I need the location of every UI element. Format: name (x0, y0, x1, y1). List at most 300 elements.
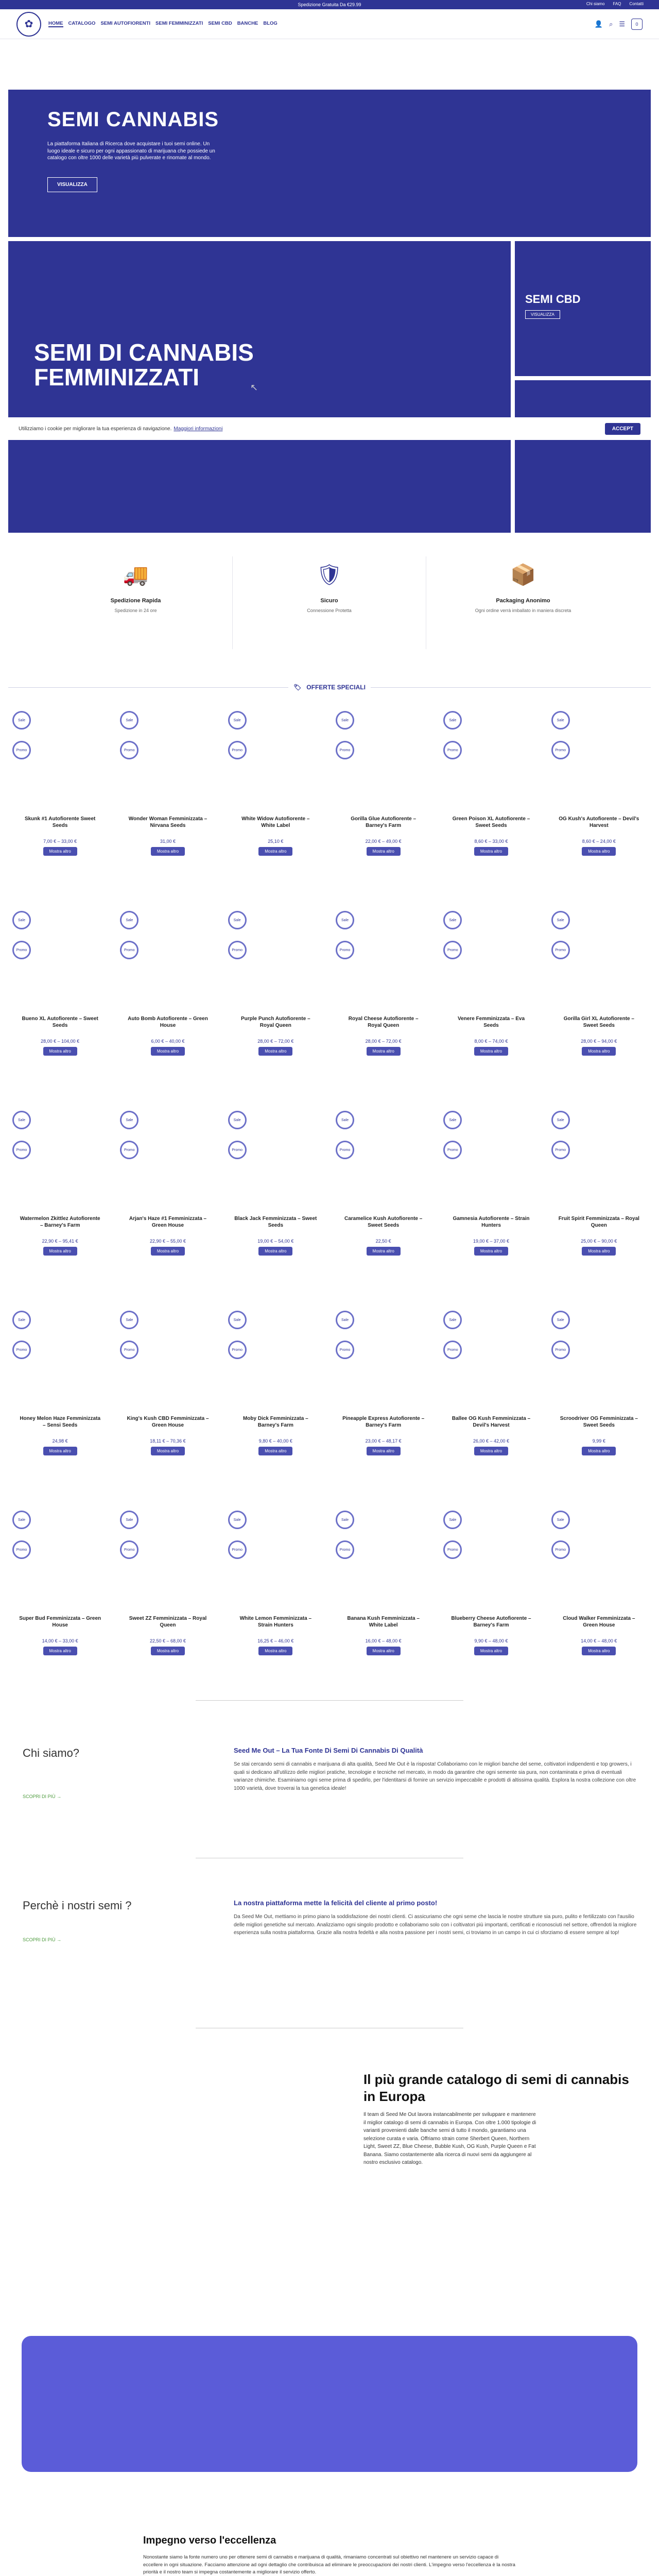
hero-banner-side-bottom[interactable] (515, 380, 651, 533)
product-price: 14,00 € – 33,00 € (42, 1638, 78, 1643)
product-grid (8, 711, 651, 1710)
product-more-button[interactable]: Mostra altro (258, 1247, 292, 1256)
feature-item (39, 556, 233, 649)
product-card[interactable] (224, 911, 327, 1111)
perche-link[interactable]: SCOPRI DI PIÙ → (23, 1937, 62, 1942)
product-name[interactable]: Gorilla Girl XL Autofiorente – Sweet Seeds (563, 1016, 634, 1028)
product-more-button[interactable]: Mostra altro (43, 1447, 77, 1455)
product-card[interactable] (439, 911, 543, 1111)
product-image[interactable] (8, 911, 112, 1004)
perche-heading: La nostra piattaforma mette la felicità del cliente al primo posto! (234, 1899, 438, 1907)
product-badges (12, 1511, 31, 1559)
promo-badge: Promo (228, 1141, 247, 1159)
product-more-button[interactable]: Mostra altro (258, 847, 292, 856)
sale-badge: Sale (443, 1111, 462, 1129)
offers-title-text: OFFERTE SPECIALI (306, 684, 366, 691)
product-image[interactable] (439, 911, 543, 1004)
promo-badge: Promo (228, 1341, 247, 1359)
product-badges (228, 1511, 247, 1559)
product-card[interactable] (439, 1511, 543, 1710)
promo-badge: Promo (12, 1540, 31, 1559)
product-price: 7,00 € – 33,00 € (43, 839, 77, 844)
feature-item (426, 556, 620, 649)
product-name[interactable]: Royal Cheese Autofiorente – Royal Queen (348, 1016, 419, 1028)
product-name[interactable]: Bueno XL Autofiorente – Sweet Seeds (22, 1016, 98, 1028)
product-more-button[interactable]: Mostra altro (367, 1647, 401, 1655)
product-image[interactable] (439, 1111, 543, 1204)
sale-badge: Sale (228, 911, 247, 929)
promo-badge: Promo (120, 1540, 138, 1559)
product-image[interactable] (547, 711, 651, 804)
hero-main-title: SEMI DI CANNABIS FEMMINIZZATI (34, 339, 254, 391)
product-badges (12, 711, 31, 759)
product-image[interactable] (224, 1311, 327, 1403)
product-price: 28,00 € – 94,00 € (581, 1039, 617, 1044)
product-badges (443, 1111, 462, 1159)
product-card[interactable] (332, 711, 435, 911)
product-badges (551, 711, 570, 759)
product-card[interactable] (224, 1311, 327, 1511)
promo-badge: Promo (336, 1540, 354, 1559)
product-image[interactable] (439, 1511, 543, 1603)
product-name[interactable]: Pineapple Express Autofiorente – Barney's Farm (342, 1416, 425, 1428)
product-image[interactable] (439, 711, 543, 804)
product-more-button[interactable]: Mostra altro (43, 1047, 77, 1056)
product-badges (120, 1511, 138, 1559)
sale-badge: Sale (12, 911, 31, 929)
product-badges (551, 911, 570, 959)
product-card[interactable] (547, 1311, 651, 1511)
product-image[interactable] (224, 1511, 327, 1603)
product-name[interactable]: Purple Punch Autofiorente – Royal Queen (241, 1016, 310, 1028)
product-card[interactable] (547, 911, 651, 1111)
catalogo-title: Il più grande catalogo di semi di cannabis in Europa (363, 2072, 629, 2104)
product-price: 25,10 € (268, 839, 284, 844)
product-price: 9,80 € – 40,00 € (258, 1438, 292, 1444)
product-image[interactable] (224, 1111, 327, 1204)
product-image[interactable] (439, 1311, 543, 1403)
cookie-accept-button[interactable]: ACCEPT (605, 423, 640, 435)
site-header (0, 9, 659, 39)
product-price: 22,90 € – 95,41 € (42, 1239, 78, 1244)
hero-banner-cbd[interactable] (515, 241, 651, 376)
product-badges (336, 1311, 354, 1359)
product-image[interactable] (116, 911, 219, 1004)
product-more-button[interactable]: Mostra altro (582, 1047, 616, 1056)
sale-badge: Sale (228, 1311, 247, 1329)
product-price: 6,00 € – 40,00 € (151, 1039, 185, 1044)
product-card[interactable] (116, 711, 219, 911)
hero-banner-top (8, 90, 651, 237)
feature-title: Packaging Anonimo (496, 598, 550, 604)
promo-badge: Promo (443, 1540, 462, 1559)
product-more-button[interactable]: Mostra altro (151, 1047, 185, 1056)
cookie-more-link[interactable]: Maggiori informazioni (174, 426, 223, 432)
product-card[interactable] (116, 911, 219, 1111)
product-price: 9,90 € – 48,00 € (474, 1638, 508, 1643)
product-image[interactable] (547, 911, 651, 1004)
chi-siamo-body (234, 1747, 638, 1792)
product-image[interactable] (116, 1111, 219, 1204)
product-image[interactable] (8, 1511, 112, 1603)
impegno-title: Impegno verso l'eccellenza (143, 2535, 276, 2546)
promo-badge: Promo (12, 1141, 31, 1159)
site-logo[interactable]: ✿ (16, 12, 41, 37)
product-more-button[interactable]: Mostra altro (474, 1247, 508, 1256)
promo-badge: Promo (443, 741, 462, 759)
cart-icon[interactable]: 0 (631, 19, 643, 30)
product-badges (443, 1311, 462, 1359)
promo-badge: Promo (443, 1341, 462, 1359)
feature-text: Connessione Protetta (307, 608, 352, 613)
product-price: 18,11 € – 70,36 € (150, 1438, 186, 1444)
sale-badge: Sale (336, 711, 354, 730)
product-image[interactable] (332, 711, 435, 804)
product-card[interactable] (332, 1511, 435, 1710)
product-card[interactable] (224, 1511, 327, 1710)
nav-blog[interactable]: BLOG (263, 21, 278, 26)
sale-badge: Sale (443, 711, 462, 730)
product-card[interactable] (8, 1111, 112, 1311)
product-price: 22,50 € – 68,00 € (149, 1638, 186, 1643)
product-card[interactable] (224, 1111, 327, 1311)
product-card[interactable] (439, 1311, 543, 1511)
announcement-text: Spedizione Gratuita Da €29.99 (298, 2, 361, 7)
product-name[interactable]: Auto Bomb Autofiorente – Green House (128, 1016, 208, 1028)
product-price: 16,25 € – 46,00 € (257, 1638, 294, 1643)
header-icons (595, 19, 643, 30)
product-image[interactable] (332, 1511, 435, 1603)
sale-badge: Sale (443, 1311, 462, 1329)
product-card[interactable] (8, 1311, 112, 1511)
product-image[interactable] (224, 911, 327, 1004)
product-price: 19,00 € – 37,00 € (473, 1239, 510, 1244)
product-badges (120, 911, 138, 959)
product-card[interactable] (116, 1311, 219, 1511)
promo-badge: Promo (12, 1341, 31, 1359)
sale-badge: Sale (12, 1511, 31, 1529)
product-badges (551, 1511, 570, 1559)
tag-icon: 🏷 (293, 684, 302, 691)
product-badges (120, 1311, 138, 1359)
product-price: 8,60 € – 33,00 € (474, 839, 508, 844)
product-name[interactable]: Wonder Woman Femminizzata – Nirvana Seeds (128, 816, 207, 828)
product-name[interactable]: Black Jack Femminizzata – Sweet Seeds (234, 1216, 317, 1228)
product-more-button[interactable]: Mostra altro (43, 847, 77, 856)
promo-badge: Promo (551, 1341, 570, 1359)
product-price: 19,00 € – 54,00 € (257, 1239, 294, 1244)
menu-icon[interactable]: ☰ (619, 20, 625, 28)
product-image[interactable] (547, 1111, 651, 1204)
product-price: 31,00 € (160, 839, 176, 844)
product-image[interactable] (116, 1311, 219, 1403)
promo-badge: Promo (120, 941, 138, 959)
product-more-button[interactable]: Mostra altro (474, 1047, 508, 1056)
promo-badge: Promo (443, 1141, 462, 1159)
product-card[interactable] (332, 1311, 435, 1511)
sale-badge: Sale (120, 1311, 138, 1329)
sale-badge: Sale (120, 1511, 138, 1529)
product-more-button[interactable]: Mostra altro (474, 1647, 508, 1655)
promo-badge: Promo (228, 741, 247, 759)
chi-siamo-text: Se stai cercando semi di cannabis e marijuana di alta qualità, Seed Me Out è la risposta! Collaboriamo con le migliori banche del seme, coltivatori indipendenti e top growers, i quali si dedicano all'utilizzo delle migliori pratiche, tecnologie e tecniche nel mercato, in modo da garantire che ogni semente sia pura, non contaminata e priva di eventuali varianze chimiche. Esaminiamo ogni seme prima di spedirlo, per l'identitarsi di fornire un servizio impeccabile e prodotti di altissima qualità. Esplora la nostra collezione con oltre 1000 varietà, dove troverai la tua genetica ideale! (234, 1761, 636, 1791)
cookie-text: Utilizziamo i cookie per migliorare la tua esperienza di navigazione. (19, 426, 172, 432)
product-more-button[interactable]: Mostra altro (258, 1647, 292, 1655)
product-badges (551, 1311, 570, 1359)
product-price: 22,00 € – 49,00 € (365, 839, 402, 844)
product-name[interactable]: Super Bud Femminizzata – Green House (19, 1616, 101, 1628)
product-price: 8,60 € – 24,00 € (582, 839, 616, 844)
product-price: 22,50 € (375, 1239, 391, 1244)
product-price: 28,00 € – 72,00 € (365, 1039, 402, 1044)
product-card[interactable] (8, 1511, 112, 1710)
product-name[interactable]: King's Kush CBD Femminizzata – Green House (127, 1416, 209, 1428)
nav-semi-autofiorenti[interactable]: SEMI AUTOFIORENTI (100, 21, 151, 26)
product-name[interactable]: Fruit Spirit Femminizzata – Royal Queen (558, 1216, 639, 1228)
product-badges (443, 1511, 462, 1559)
divider (196, 1700, 463, 1701)
top-link-chi-siamo[interactable]: Chi siamo (586, 2, 605, 6)
product-card[interactable] (332, 1111, 435, 1311)
feature-text: Ogni ordine verrà imballato in maniera discreta (475, 608, 571, 613)
sale-badge: Sale (12, 1111, 31, 1129)
sale-badge: Sale (120, 1111, 138, 1129)
product-more-button[interactable]: Mostra altro (151, 847, 185, 856)
product-image[interactable] (332, 1111, 435, 1204)
product-name[interactable]: OG Kush's Autofiorente – Devil's Harvest (559, 816, 639, 828)
product-price: 23,00 € – 48,17 € (365, 1438, 402, 1444)
top-links (586, 2, 644, 6)
promo-badge: Promo (336, 1341, 354, 1359)
product-more-button[interactable]: Mostra altro (582, 1247, 616, 1256)
promo-badge: Promo (336, 1141, 354, 1159)
sale-badge: Sale (120, 711, 138, 730)
offers-section-title (8, 682, 651, 692)
promo-badge: Promo (443, 941, 462, 959)
catalogo-section (363, 2071, 641, 2167)
catalogo-text: Il team di Seed Me Out lavora instancabilmente per sviluppare e mantenere il miglior catalogo di semi di cannabis in Europa. Con oltre 1.000 tipologie di varianti provenienti dalle banche semi di tutto il mondo, garantiamo una selezione curata e varia. Offriamo strain come Sherbert Queen, Northern Light, Sweet ZZ, Blue Cheese, Bubble Kush, OG Kush, Purple Queen e Fat Banana. Siamo costantemente alla ricerca di nuovi semi da aggiungere al nostro esclusivo catalogo. (363, 2112, 536, 2165)
promo-badge: Promo (551, 1141, 570, 1159)
product-badges (228, 711, 247, 759)
sale-badge: Sale (228, 711, 247, 730)
product-card[interactable] (8, 711, 112, 911)
product-badges (120, 711, 138, 759)
sale-badge: Sale (12, 711, 31, 730)
sale-badge: Sale (443, 911, 462, 929)
product-name[interactable]: Scroodriver OG Femminizzata – Sweet Seeds (560, 1416, 638, 1428)
product-more-button[interactable]: Mostra altro (582, 1647, 616, 1655)
promo-badge: Promo (228, 941, 247, 959)
hero-section (8, 90, 651, 533)
product-card[interactable] (116, 1111, 219, 1311)
feature-text: Spedizione in 24 ore (114, 608, 157, 613)
product-name[interactable]: Venere Femminizzata – Eva Seeds (457, 1016, 525, 1028)
main-nav (48, 21, 278, 27)
product-image[interactable] (8, 711, 112, 804)
product-image[interactable] (547, 1511, 651, 1603)
promo-badge: Promo (551, 941, 570, 959)
product-price: 22,90 € – 55,00 € (149, 1239, 186, 1244)
sale-badge: Sale (551, 1311, 570, 1329)
product-more-button[interactable]: Mostra altro (151, 1447, 185, 1455)
promo-badge: Promo (336, 941, 354, 959)
product-name[interactable]: Sweet ZZ Femminizzata – Royal Queen (129, 1616, 207, 1628)
product-card[interactable] (8, 911, 112, 1111)
product-card[interactable] (439, 711, 543, 911)
feature-item (233, 556, 426, 649)
sale-badge: Sale (336, 1311, 354, 1329)
product-name[interactable]: Arjan's Haze #1 Femminizzata – Green House (129, 1216, 207, 1228)
product-price: 25,00 € – 90,00 € (581, 1239, 617, 1244)
product-name[interactable]: Gamnesia Autofiorente – Strain Hunters (453, 1216, 530, 1228)
product-name[interactable]: Skunk #1 Autofiorente Sweet Seeds (24, 816, 96, 828)
product-card[interactable] (439, 1111, 543, 1311)
product-image[interactable] (116, 711, 219, 804)
hero-top-text: La piattaforma Italiana di Ricerca dove acquistare i tuoi semi online. Un luogo ideale e sicuro per ogni appassionato di marijuana che possiede un catalogo con oltre 1000 delle varietà più pulverate e rinomate al mondo. (47, 141, 215, 161)
top-announcement-bar (0, 0, 659, 9)
product-name[interactable]: Watermelon Zkittlez Autofiorente – Barney's Farm (20, 1216, 100, 1228)
product-name[interactable]: Cloud Walker Femminizzata – Green House (563, 1616, 635, 1628)
features-row (39, 556, 620, 649)
package-icon: 📦 (510, 563, 536, 586)
sale-badge: Sale (336, 911, 354, 929)
product-badges (443, 711, 462, 759)
product-more-button[interactable]: Mostra altro (43, 1647, 77, 1655)
product-price: 16,00 € – 48,00 € (365, 1638, 402, 1643)
product-card[interactable] (224, 711, 327, 911)
product-name[interactable]: Caramelice Kush Autofiorente – Sweet Seeds (344, 1216, 423, 1228)
product-card[interactable] (547, 1111, 651, 1311)
product-card[interactable] (547, 1511, 651, 1710)
feature-title: Sicuro (320, 598, 338, 604)
account-icon[interactable]: 👤 (594, 20, 603, 28)
chi-siamo-link[interactable]: SCOPRI DI PIÙ → (23, 1794, 62, 1799)
product-more-button[interactable]: Mostra altro (367, 1247, 401, 1256)
sale-badge: Sale (228, 1111, 247, 1129)
product-name[interactable]: Green Poison XL Autofiorente – Sweet Seeds (452, 816, 530, 828)
product-name[interactable]: Ballee OG Kush Femminizzata – Devil's Harvest (452, 1416, 531, 1428)
product-price: 9,99 € (592, 1438, 605, 1444)
product-badges (228, 1311, 247, 1359)
search-icon[interactable]: ⌕ (609, 20, 613, 28)
product-badges (12, 1111, 31, 1159)
product-badges (336, 911, 354, 959)
product-more-button[interactable]: Mostra altro (474, 1447, 508, 1455)
nav-banche[interactable]: BANCHE (237, 21, 258, 26)
product-name[interactable]: Banana Kush Femminizzata – White Label (347, 1616, 420, 1628)
chi-siamo-title: Chi siamo? (23, 1747, 80, 1759)
hero-visualizza-button[interactable]: VISUALIZZA (47, 177, 97, 192)
product-more-button[interactable]: Mostra altro (367, 847, 401, 856)
product-badges (228, 911, 247, 959)
product-image[interactable] (332, 1311, 435, 1403)
promo-banner-box (22, 2336, 637, 2472)
nav-home[interactable]: HOME (48, 21, 63, 26)
sale-badge: Sale (551, 1511, 570, 1529)
promo-badge: Promo (120, 1141, 138, 1159)
product-badges (228, 1111, 247, 1159)
product-badges (443, 911, 462, 959)
perche-title: Perchè i nostri semi ? (23, 1899, 132, 1912)
product-price: 26,00 € – 42,00 € (473, 1438, 510, 1444)
product-name[interactable]: Gorilla Glue Autofiorente – Barney's Farm (351, 816, 417, 828)
nav-catalogo[interactable]: CATALOGO (68, 21, 96, 26)
product-more-button[interactable]: Mostra altro (43, 1247, 77, 1256)
product-more-button[interactable]: Mostra altro (367, 1447, 401, 1455)
product-more-button[interactable]: Mostra altro (258, 1447, 292, 1455)
product-price: 14,00 € – 48,00 € (581, 1638, 617, 1643)
product-name[interactable]: White Widow Autofiorente – White Label (241, 816, 310, 828)
sale-badge: Sale (551, 911, 570, 929)
product-badges (12, 1311, 31, 1359)
sale-badge: Sale (336, 1111, 354, 1129)
product-more-button[interactable]: Mostra altro (151, 1247, 185, 1256)
sale-badge: Sale (336, 1511, 354, 1529)
product-image[interactable] (224, 711, 327, 804)
product-card[interactable] (332, 911, 435, 1111)
product-name[interactable]: Honey Melon Haze Femminizzata – Sensi Seeds (20, 1416, 101, 1428)
impegno-text: Nonostante siamo la fonte numero uno per ottenere semi di cannabis e marijuana di qualità, rimaniamo concentrati sul obiettivo nel mantenere un servizio capace di eccellere in ogni situazione. Facciamo attenzione ad ogni dettaglio che contribuisca ad eliminare le preoccupazioni dei nostri clienti. L'impegno verso l'eccellenza è la nostra priorità e il nostro team si impegna costantemente a migliorare il servizio offerto. (143, 2554, 515, 2575)
sale-badge: Sale (443, 1511, 462, 1529)
promo-badge: Promo (551, 741, 570, 759)
top-link-contatti[interactable]: Contatti (629, 2, 644, 6)
product-name[interactable]: White Lemon Femminizzata – Strain Hunters (239, 1616, 312, 1628)
promo-badge: Promo (12, 741, 31, 759)
product-image[interactable] (8, 1111, 112, 1204)
sale-badge: Sale (12, 1311, 31, 1329)
product-more-button[interactable]: Mostra altro (367, 1047, 401, 1056)
perche-body (234, 1899, 638, 1937)
sale-badge: Sale (120, 911, 138, 929)
product-more-button[interactable]: Mostra altro (474, 847, 508, 856)
hero-banner-main[interactable] (8, 241, 511, 533)
top-link-faq[interactable]: FAQ (613, 2, 621, 6)
product-name[interactable]: Blueberry Cheese Autofiorente – Barney's Farm (451, 1616, 531, 1628)
product-image[interactable] (547, 1311, 651, 1403)
nav-semi-femminizzati[interactable]: SEMI FEMMINIZZATI (155, 21, 203, 26)
shield-icon: 🛡 (316, 563, 342, 586)
promo-badge: Promo (120, 1341, 138, 1359)
product-image[interactable] (8, 1311, 112, 1403)
hero-side-button[interactable]: VISUALIZZA (525, 310, 560, 319)
product-badges (551, 1111, 570, 1159)
product-more-button[interactable]: Mostra altro (582, 1447, 616, 1455)
product-card[interactable] (116, 1511, 219, 1710)
product-price: 28,00 € – 72,00 € (257, 1039, 294, 1044)
product-image[interactable] (116, 1511, 219, 1603)
product-name[interactable]: Moby Dick Femminizzata – Barney's Farm (242, 1416, 308, 1428)
product-card[interactable] (547, 711, 651, 911)
product-badges (336, 1111, 354, 1159)
product-image[interactable] (332, 911, 435, 1004)
product-badges (12, 911, 31, 959)
feature-title: Spedizione Rapida (110, 598, 161, 604)
nav-semi-cbd[interactable]: SEMI CBD (208, 21, 232, 26)
product-more-button[interactable]: Mostra altro (582, 847, 616, 856)
sale-badge: Sale (551, 1111, 570, 1129)
hero-top-title: SEMI CANNABIS (47, 108, 219, 131)
product-price: 8,00 € – 74,00 € (474, 1039, 508, 1044)
promo-badge: Promo (228, 1540, 247, 1559)
sale-badge: Sale (551, 711, 570, 730)
product-price: 24,98 € (52, 1438, 68, 1444)
product-badges (336, 1511, 354, 1559)
promo-badge: Promo (551, 1540, 570, 1559)
product-more-button[interactable]: Mostra altro (151, 1647, 185, 1655)
product-more-button[interactable]: Mostra altro (258, 1047, 292, 1056)
hero-side-title: SEMI CBD (525, 293, 581, 306)
product-price: 28,00 € – 104,00 € (41, 1039, 80, 1044)
